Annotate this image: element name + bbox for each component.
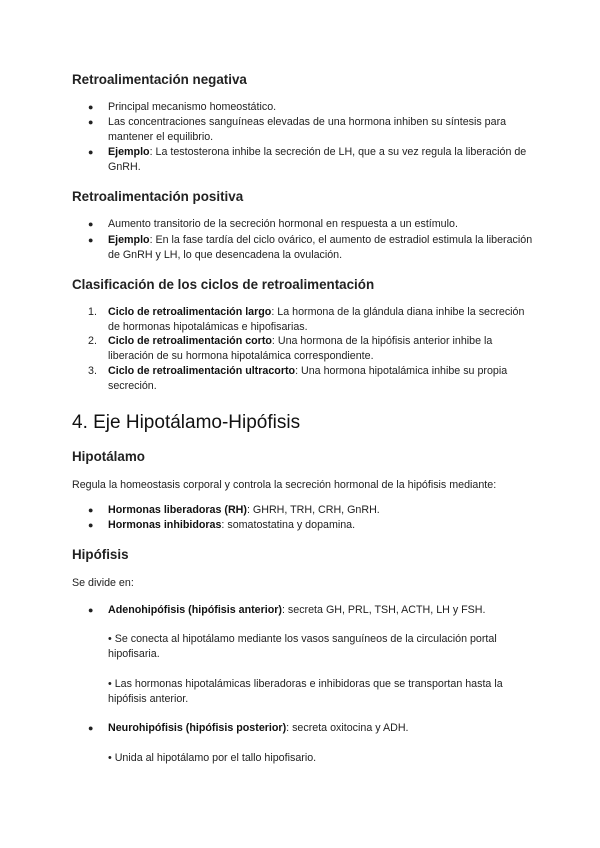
bullet-icon: ● bbox=[88, 235, 94, 245]
list-item: Aumento transitorio de la secreción hormonal en respuesta a un estímulo. bbox=[108, 218, 458, 230]
paragraph: Se divide en: bbox=[72, 577, 134, 589]
bullet-icon: ● bbox=[88, 605, 94, 615]
list-item: Ciclo de retroalimentación largo: La hormona de la glándula diana inhibe la secreción de hormonas hipotalámicas e hipofisarias. bbox=[108, 306, 525, 334]
bullet-icon: ● bbox=[88, 219, 94, 229]
list-item: Principal mecanismo homeostático. bbox=[108, 101, 277, 113]
heading-retro-positiva: Retroalimentación positiva bbox=[72, 189, 244, 204]
bullet-icon: ● bbox=[88, 147, 94, 157]
list-item: Neurohipófisis (hipófisis posterior): secreta oxitocina y ADH. bbox=[108, 722, 409, 734]
list-number: 2. bbox=[88, 335, 97, 347]
sub-paragraph: • Las hormonas hipotalámicas liberadoras e inhibidoras que se transportan hasta la hipófisis anterior. bbox=[108, 678, 503, 706]
list-number: 1. bbox=[88, 306, 97, 318]
list-item: Ciclo de retroalimentación corto: Una hormona de la hipófisis anterior inhibe la liberación de su hormona hipotalámica correspondiente. bbox=[108, 335, 493, 363]
bullet-icon: ● bbox=[88, 723, 94, 733]
list-item: Hormonas inhibidoras: somatostatina y dopamina. bbox=[108, 519, 356, 531]
list-item: Ejemplo: La testosterona inhibe la secreción de LH, que a su vez regula la liberación de GnRH. bbox=[108, 146, 527, 174]
heading-hipotalamo: Hipotálamo bbox=[72, 449, 145, 464]
heading-eje-hipotalamo-hipofisis: 4. Eje Hipotálamo-Hipófisis bbox=[72, 412, 301, 433]
list-number: 3. bbox=[88, 365, 97, 377]
sub-paragraph: • Unida al hipotálamo por el tallo hipofisario. bbox=[108, 752, 317, 764]
bullet-icon: ● bbox=[88, 520, 94, 530]
list-item: Hormonas liberadoras (RH): GHRH, TRH, CRH, GnRH. bbox=[108, 504, 380, 516]
heading-clasificacion: Clasificación de los ciclos de retroalimentación bbox=[72, 277, 375, 292]
sub-paragraph: • Se conecta al hipotálamo mediante los vasos sanguíneos de la circulación portal hipofisaria. bbox=[108, 633, 497, 661]
list-item: Ciclo de retroalimentación ultracorto: Una hormona hipotalámica inhibe su propia secreción. bbox=[108, 365, 508, 393]
bullet-icon: ● bbox=[88, 117, 94, 127]
list-item: Adenohipófisis (hipófisis anterior): secreta GH, PRL, TSH, ACTH, LH y FSH. bbox=[108, 604, 486, 616]
bullet-icon: ● bbox=[88, 505, 94, 515]
heading-retro-negativa: Retroalimentación negativa bbox=[72, 72, 247, 87]
heading-hipofisis: Hipófisis bbox=[72, 547, 129, 562]
list-item: Ejemplo: En la fase tardía del ciclo ovárico, el aumento de estradiol estimula la liberación de GnRH y LH, lo que desencadena la ovulación. bbox=[108, 234, 533, 262]
bullet-icon: ● bbox=[88, 102, 94, 112]
paragraph: Regula la homeostasis corporal y controla la secreción hormonal de la hipófisis mediante: bbox=[72, 479, 497, 491]
list-item: Las concentraciones sanguíneas elevadas de una hormona inhiben su síntesis para mantener el equilibrio. bbox=[108, 116, 507, 144]
